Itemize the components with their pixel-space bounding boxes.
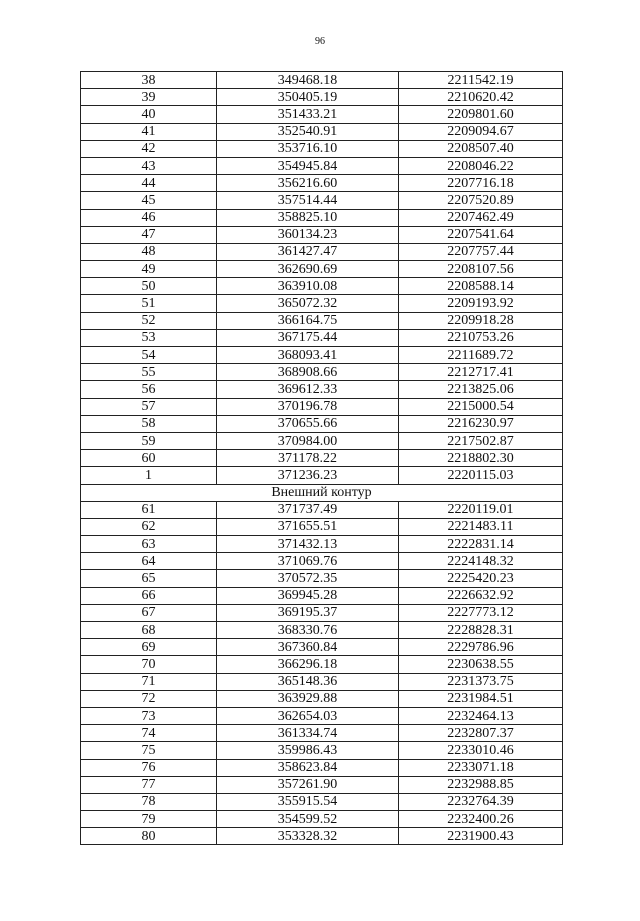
- table-row: [81, 518, 563, 535]
- x-coordinate-cell: 369945.28: [217, 587, 399, 604]
- x-coordinate-cell: 361427.47: [217, 243, 399, 260]
- table-row: [81, 278, 563, 295]
- y-coordinate-cell: 2233010.46: [399, 742, 563, 759]
- x-coordinate-cell: 353328.32: [217, 828, 399, 845]
- table-row: [81, 123, 563, 140]
- x-coordinate-cell: 355915.54: [217, 793, 399, 810]
- x-coordinate-cell: 359986.43: [217, 742, 399, 759]
- point-number-cell: 74: [81, 725, 217, 742]
- section-row: [81, 484, 563, 501]
- y-coordinate-cell: 2208046.22: [399, 157, 563, 174]
- y-coordinate-cell: 2213825.06: [399, 381, 563, 398]
- table-row: [81, 398, 563, 415]
- x-coordinate-cell: 354945.84: [217, 157, 399, 174]
- table-row: [81, 175, 563, 192]
- table-row: [81, 553, 563, 570]
- point-number-cell: 50: [81, 278, 217, 295]
- table-row: [81, 639, 563, 656]
- x-coordinate-cell: 369195.37: [217, 604, 399, 621]
- y-coordinate-cell: 2232988.85: [399, 776, 563, 793]
- point-number-cell: 68: [81, 622, 217, 639]
- point-number-cell: 70: [81, 656, 217, 673]
- y-coordinate-cell: 2209801.60: [399, 106, 563, 123]
- table-row: [81, 622, 563, 639]
- x-coordinate-cell: 361334.74: [217, 725, 399, 742]
- point-number-cell: 46: [81, 209, 217, 226]
- point-number-cell: 55: [81, 364, 217, 381]
- x-coordinate-cell: 371069.76: [217, 553, 399, 570]
- y-coordinate-cell: 2224148.32: [399, 553, 563, 570]
- y-coordinate-cell: 2221483.11: [399, 518, 563, 535]
- table-row: [81, 157, 563, 174]
- y-coordinate-cell: 2230638.55: [399, 656, 563, 673]
- table-row: [81, 450, 563, 467]
- point-number-cell: 75: [81, 742, 217, 759]
- point-number-cell: 59: [81, 432, 217, 449]
- x-coordinate-cell: 357514.44: [217, 192, 399, 209]
- x-coordinate-cell: 370984.00: [217, 432, 399, 449]
- y-coordinate-cell: 2233071.18: [399, 759, 563, 776]
- x-coordinate-cell: 371178.22: [217, 450, 399, 467]
- y-coordinate-cell: 2232464.13: [399, 707, 563, 724]
- table-row: [81, 312, 563, 329]
- table-row: [81, 673, 563, 690]
- point-number-cell: 42: [81, 140, 217, 157]
- x-coordinate-cell: 363929.88: [217, 690, 399, 707]
- point-number-cell: 41: [81, 123, 217, 140]
- table-row: [81, 793, 563, 810]
- y-coordinate-cell: 2232400.26: [399, 811, 563, 828]
- x-coordinate-cell: 362690.69: [217, 261, 399, 278]
- y-coordinate-cell: 2210620.42: [399, 89, 563, 106]
- y-coordinate-cell: 2225420.23: [399, 570, 563, 587]
- point-number-cell: 44: [81, 175, 217, 192]
- point-number-cell: 54: [81, 347, 217, 364]
- point-number-cell: 76: [81, 759, 217, 776]
- x-coordinate-cell: 351433.21: [217, 106, 399, 123]
- table-row: [81, 604, 563, 621]
- x-coordinate-cell: 360134.23: [217, 226, 399, 243]
- table-section: [81, 484, 563, 501]
- y-coordinate-cell: 2222831.14: [399, 536, 563, 553]
- y-coordinate-cell: 2227773.12: [399, 604, 563, 621]
- y-coordinate-cell: 2231373.75: [399, 673, 563, 690]
- point-number-cell: 43: [81, 157, 217, 174]
- x-coordinate-cell: 369612.33: [217, 381, 399, 398]
- table-body-top: [81, 72, 563, 485]
- y-coordinate-cell: 2207462.49: [399, 209, 563, 226]
- point-number-cell: 40: [81, 106, 217, 123]
- coordinates-table: [80, 71, 563, 845]
- x-coordinate-cell: 368908.66: [217, 364, 399, 381]
- table-row: [81, 776, 563, 793]
- y-coordinate-cell: 2220119.01: [399, 501, 563, 518]
- table-row: [81, 329, 563, 346]
- point-number-cell: 62: [81, 518, 217, 535]
- y-coordinate-cell: 2209193.92: [399, 295, 563, 312]
- table-row: [81, 587, 563, 604]
- y-coordinate-cell: 2207716.18: [399, 175, 563, 192]
- x-coordinate-cell: 366296.18: [217, 656, 399, 673]
- y-coordinate-cell: 2232807.37: [399, 725, 563, 742]
- x-coordinate-cell: 371655.51: [217, 518, 399, 535]
- x-coordinate-cell: 349468.18: [217, 72, 399, 89]
- x-coordinate-cell: 371432.13: [217, 536, 399, 553]
- table-row: [81, 828, 563, 845]
- x-coordinate-cell: 370196.78: [217, 398, 399, 415]
- table-row: [81, 707, 563, 724]
- table-row: [81, 347, 563, 364]
- y-coordinate-cell: 2208107.56: [399, 261, 563, 278]
- x-coordinate-cell: 367175.44: [217, 329, 399, 346]
- x-coordinate-cell: 371737.49: [217, 501, 399, 518]
- y-coordinate-cell: 2218802.30: [399, 450, 563, 467]
- y-coordinate-cell: 2211689.72: [399, 347, 563, 364]
- point-number-cell: 71: [81, 673, 217, 690]
- table-row: [81, 243, 563, 260]
- table-row: [81, 432, 563, 449]
- point-number-cell: 47: [81, 226, 217, 243]
- y-coordinate-cell: 2231900.43: [399, 828, 563, 845]
- point-number-cell: 56: [81, 381, 217, 398]
- x-coordinate-cell: 350405.19: [217, 89, 399, 106]
- point-number-cell: 67: [81, 604, 217, 621]
- point-number-cell: 57: [81, 398, 217, 415]
- y-coordinate-cell: 2220115.03: [399, 467, 563, 484]
- x-coordinate-cell: 366164.75: [217, 312, 399, 329]
- point-number-cell: 1: [81, 467, 217, 484]
- y-coordinate-cell: 2207757.44: [399, 243, 563, 260]
- x-coordinate-cell: 353716.10: [217, 140, 399, 157]
- y-coordinate-cell: 2226632.92: [399, 587, 563, 604]
- table-row: [81, 106, 563, 123]
- table-row: [81, 656, 563, 673]
- x-coordinate-cell: 367360.84: [217, 639, 399, 656]
- point-number-cell: 60: [81, 450, 217, 467]
- y-coordinate-cell: 2208507.40: [399, 140, 563, 157]
- table-row: [81, 415, 563, 432]
- point-number-cell: 77: [81, 776, 217, 793]
- x-coordinate-cell: 370572.35: [217, 570, 399, 587]
- table-row: [81, 811, 563, 828]
- x-coordinate-cell: 358623.84: [217, 759, 399, 776]
- table-row: [81, 192, 563, 209]
- point-number-cell: 39: [81, 89, 217, 106]
- point-number-cell: 53: [81, 329, 217, 346]
- point-number-cell: 78: [81, 793, 217, 810]
- y-coordinate-cell: 2232764.39: [399, 793, 563, 810]
- x-coordinate-cell: 368330.76: [217, 622, 399, 639]
- x-coordinate-cell: 354599.52: [217, 811, 399, 828]
- table-row: [81, 690, 563, 707]
- x-coordinate-cell: 365072.32: [217, 295, 399, 312]
- table-body-bottom: [81, 501, 563, 845]
- table-row: [81, 725, 563, 742]
- point-number-cell: 52: [81, 312, 217, 329]
- y-coordinate-cell: 2207520.89: [399, 192, 563, 209]
- table-row: [81, 364, 563, 381]
- section-label: Внешний контур: [81, 484, 563, 501]
- point-number-cell: 73: [81, 707, 217, 724]
- y-coordinate-cell: 2229786.96: [399, 639, 563, 656]
- y-coordinate-cell: 2215000.54: [399, 398, 563, 415]
- y-coordinate-cell: 2209918.28: [399, 312, 563, 329]
- x-coordinate-cell: 365148.36: [217, 673, 399, 690]
- point-number-cell: 49: [81, 261, 217, 278]
- y-coordinate-cell: 2208588.14: [399, 278, 563, 295]
- page-number: 96: [315, 36, 325, 47]
- table-row: [81, 209, 563, 226]
- y-coordinate-cell: 2212717.41: [399, 364, 563, 381]
- table-row: [81, 295, 563, 312]
- point-number-cell: 69: [81, 639, 217, 656]
- point-number-cell: 48: [81, 243, 217, 260]
- y-coordinate-cell: 2216230.97: [399, 415, 563, 432]
- table-row: [81, 72, 563, 89]
- point-number-cell: 63: [81, 536, 217, 553]
- table-row: [81, 570, 563, 587]
- point-number-cell: 65: [81, 570, 217, 587]
- point-number-cell: 64: [81, 553, 217, 570]
- table-row: [81, 89, 563, 106]
- point-number-cell: 66: [81, 587, 217, 604]
- x-coordinate-cell: 358825.10: [217, 209, 399, 226]
- y-coordinate-cell: 2228828.31: [399, 622, 563, 639]
- table-row: [81, 742, 563, 759]
- table-row: [81, 381, 563, 398]
- table-row: [81, 140, 563, 157]
- x-coordinate-cell: 371236.23: [217, 467, 399, 484]
- x-coordinate-cell: 352540.91: [217, 123, 399, 140]
- y-coordinate-cell: 2210753.26: [399, 329, 563, 346]
- point-number-cell: 80: [81, 828, 217, 845]
- x-coordinate-cell: 370655.66: [217, 415, 399, 432]
- point-number-cell: 79: [81, 811, 217, 828]
- table-row: [81, 759, 563, 776]
- x-coordinate-cell: 357261.90: [217, 776, 399, 793]
- y-coordinate-cell: 2207541.64: [399, 226, 563, 243]
- table-row: [81, 226, 563, 243]
- y-coordinate-cell: 2231984.51: [399, 690, 563, 707]
- table-row: [81, 467, 563, 484]
- x-coordinate-cell: 356216.60: [217, 175, 399, 192]
- point-number-cell: 72: [81, 690, 217, 707]
- y-coordinate-cell: 2211542.19: [399, 72, 563, 89]
- point-number-cell: 45: [81, 192, 217, 209]
- point-number-cell: 61: [81, 501, 217, 518]
- y-coordinate-cell: 2209094.67: [399, 123, 563, 140]
- x-coordinate-cell: 363910.08: [217, 278, 399, 295]
- point-number-cell: 58: [81, 415, 217, 432]
- point-number-cell: 51: [81, 295, 217, 312]
- table-row: [81, 261, 563, 278]
- point-number-cell: 38: [81, 72, 217, 89]
- y-coordinate-cell: 2217502.87: [399, 432, 563, 449]
- table-row: [81, 536, 563, 553]
- x-coordinate-cell: 368093.41: [217, 347, 399, 364]
- table-row: [81, 501, 563, 518]
- x-coordinate-cell: 362654.03: [217, 707, 399, 724]
